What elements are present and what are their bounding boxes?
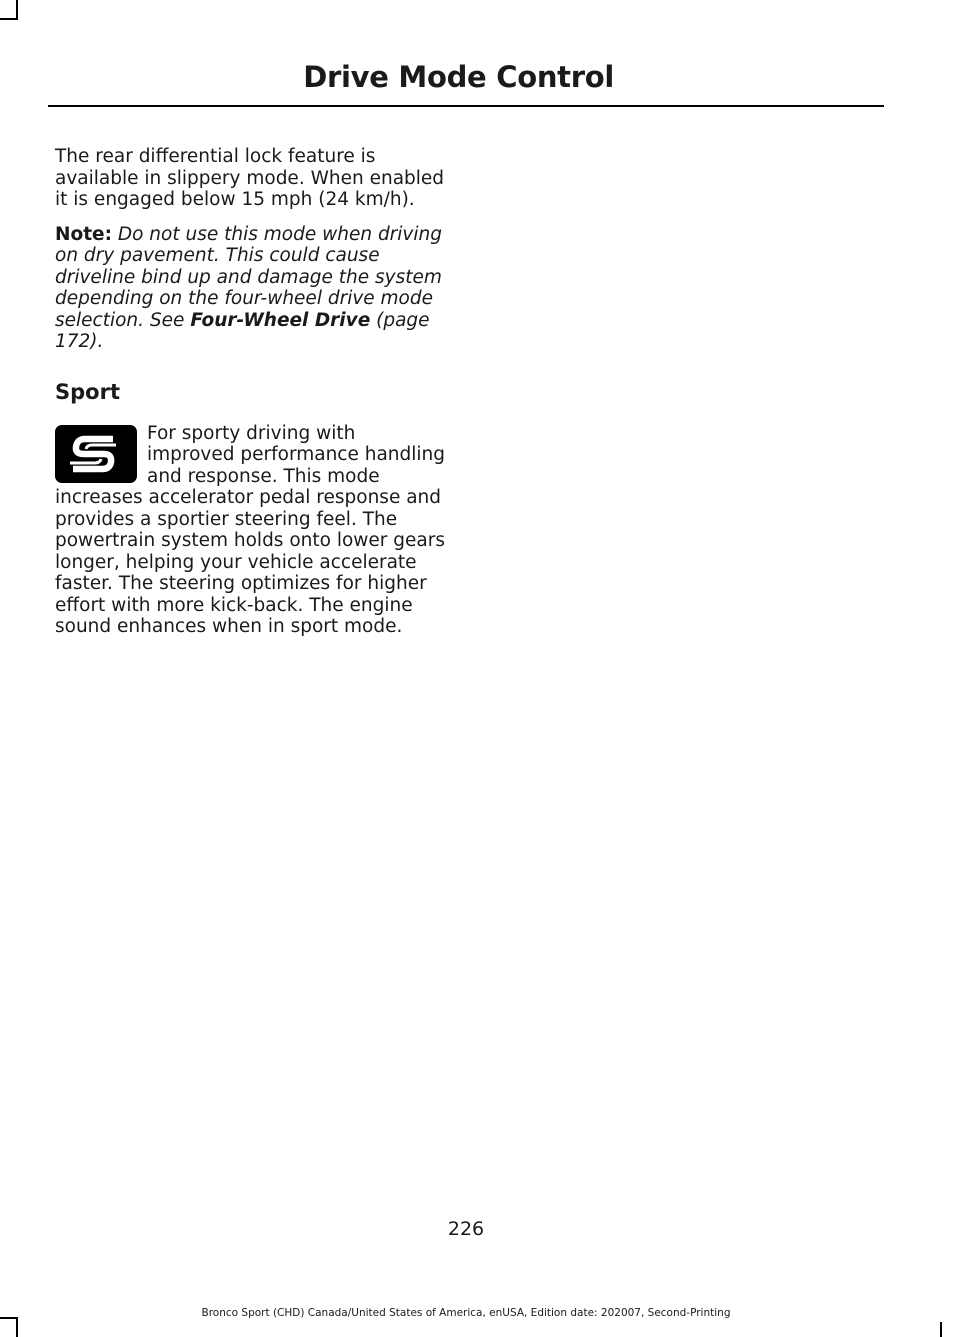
sport-mode-s-icon (55, 425, 137, 483)
main-content (55, 146, 447, 638)
note-paragraph (55, 224, 447, 353)
sport-paragraph: For sporty driving with improved performance handling and response. This mode increases accelerator pedal response and provides a sportier steering feel. The powertrain system holds onto lower gears longer, helping your vehicle accelerate faster. The steering optimizes for higher effort with more kick-back. The engine sound enhances when in sport mode. (55, 422, 446, 637)
edition-footer: Bronco Sport (CHD) Canada/United States of America, enUSA, Edition date: 202007, Second-Printing (201, 1307, 731, 1319)
rear-diff-paragraph: The rear differential lock feature is available in slippery mode. When enabled it is engaged below 15 mph (24 km/h). (55, 146, 445, 210)
crop-mark-top-left-v (16, 0, 18, 20)
page-title: Drive Mode Control (303, 60, 614, 94)
page-number: 226 (447, 1218, 485, 1240)
crop-mark-bottom-right-v (940, 1322, 942, 1337)
note-page-reference: (page 172). (55, 309, 430, 352)
note-label: Note: (55, 223, 112, 245)
four-wheel-drive-reference[interactable]: Four-Wheel Drive (190, 309, 371, 331)
sport-heading: Sport (55, 379, 120, 404)
crop-mark-bottom-left-v (16, 1317, 18, 1337)
crop-mark-top-left-h (0, 18, 18, 20)
note-text: Do not use this mode when driving on dry pavement. This could cause driveline bind up and damage the system depending on the four-wheel drive mode selection. See (55, 223, 442, 331)
header-divider (48, 105, 884, 107)
